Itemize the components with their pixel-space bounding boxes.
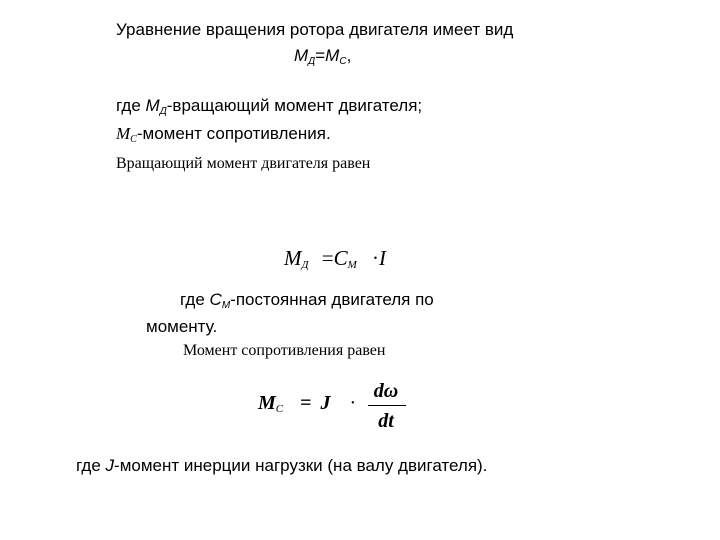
f1-i: I: [379, 246, 387, 270]
f2-equals: =: [300, 392, 312, 414]
f2-lhs-sub: C: [275, 403, 284, 415]
intro-sentence: Уравнение вращения ротора двигателя имеет вид: [116, 20, 514, 39]
f1-dot: ·: [372, 246, 380, 270]
def4-symbol: J: [105, 456, 115, 475]
f1-lhs-sub: Д: [301, 259, 309, 271]
eq-m-symbol-2: M: [325, 46, 340, 65]
def3-subscript: M: [221, 300, 231, 311]
formula-resistance: [258, 392, 356, 415]
f1-lhs: M: [284, 246, 302, 270]
intro-text: [116, 20, 513, 40]
eq-comma: ,: [346, 46, 352, 65]
definition-j: [76, 456, 487, 476]
definition-md: [116, 96, 422, 116]
f2-den-text: dt: [378, 410, 394, 432]
f2-num-text: dω: [373, 380, 399, 402]
def1-subscript: Д: [159, 106, 167, 117]
eq-m-symbol: M: [294, 46, 309, 65]
f2-dot: ·: [349, 392, 357, 414]
f2-fraction-bar: [368, 405, 406, 406]
def3-text: -постоянная двигателя по: [230, 290, 434, 309]
f2-denominator: [366, 410, 406, 433]
def1-symbol: M: [145, 96, 160, 115]
heading1-text: Вращающий момент двигателя равен: [116, 155, 371, 172]
f1-equals: =: [321, 246, 334, 270]
rotation-equation: [294, 46, 351, 66]
definition-cm-cont: [146, 317, 217, 337]
def4-text: -момент инерции нагрузки (на валу двигателя).: [114, 456, 488, 475]
def3-prefix: где: [180, 290, 210, 309]
definition-cm: [180, 290, 434, 310]
def1-text: -вращающий момент двигателя;: [166, 96, 423, 115]
def2-symbol: M: [116, 124, 131, 143]
formula-torque: [284, 246, 386, 271]
definition-mc: [116, 124, 331, 144]
f2-lhs: M: [258, 392, 276, 414]
eq-equals: =: [315, 46, 326, 65]
def2-text: -момент сопротивления.: [136, 124, 331, 143]
heading-resistance: [183, 342, 385, 360]
def3-symbol: C: [209, 290, 222, 309]
eq-c-subscript: C: [339, 56, 347, 67]
f2-numerator: [366, 380, 406, 403]
f1-c-sub: M: [347, 259, 357, 271]
def1-prefix: где: [116, 96, 146, 115]
def3-cont: моменту.: [146, 317, 218, 336]
def2-subscript: C: [130, 134, 137, 145]
f2-j: J: [320, 392, 331, 414]
eq-d-subscript: Д: [308, 56, 316, 67]
f1-c: C: [333, 246, 348, 270]
heading2-text: Момент сопротивления равен: [183, 342, 386, 359]
heading-torque: [116, 155, 370, 173]
def4-prefix: где: [76, 456, 106, 475]
